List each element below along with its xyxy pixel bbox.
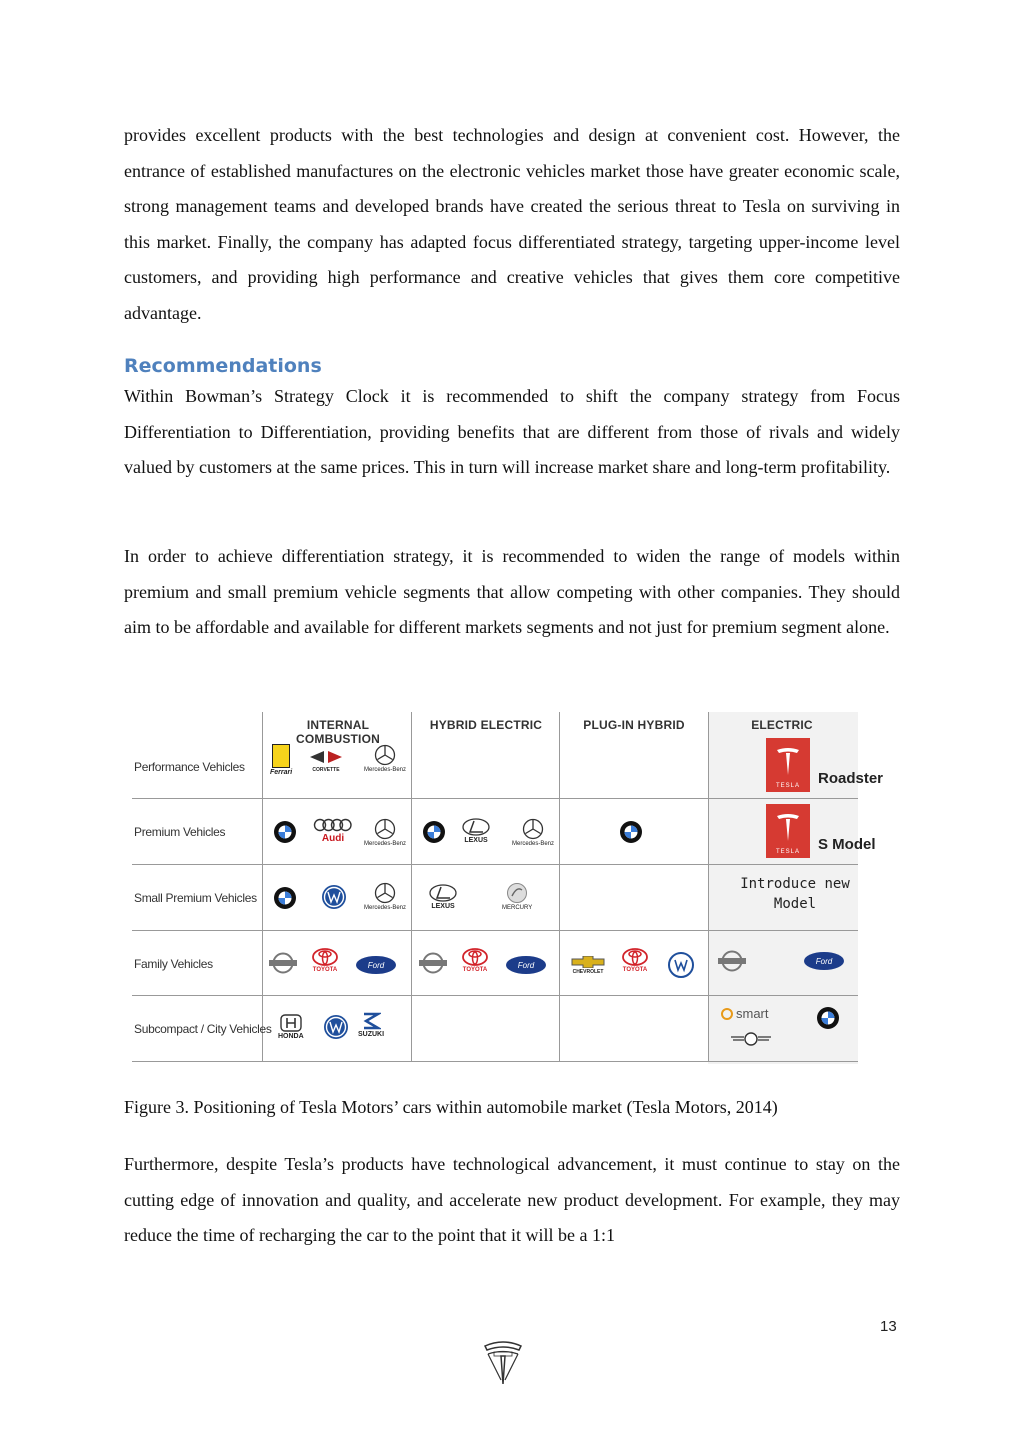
corvette-logo-icon: CORVETTE (308, 748, 344, 773)
grid-line (559, 712, 560, 1062)
chevrolet-logo-icon: CHEVROLET (570, 956, 606, 975)
bmw-logo-icon (619, 820, 643, 844)
volkswagen-logo-icon (323, 1014, 349, 1040)
grid-line (132, 995, 858, 996)
lexus-logo-icon: LEXUS (461, 818, 491, 844)
col-header-hybrid-electric: HYBRID ELECTRIC (429, 718, 543, 732)
grid-line (411, 712, 412, 1062)
audi-logo-icon: Audi (313, 818, 353, 844)
col-header-electric: ELECTRIC (751, 718, 813, 732)
col-header-plug-in-hybrid: PLUG-IN HYBRID (583, 718, 685, 732)
ford-logo-icon: Ford (804, 952, 844, 970)
toyota-logo-icon: TOYOTA (621, 948, 649, 973)
mercedes-logo-icon: Mercedes-Benz (364, 818, 406, 847)
page-number: 13 (880, 1318, 897, 1335)
toyota-logo-icon: TOYOTA (461, 948, 489, 973)
ferrari-logo-icon: Ferrari (270, 744, 292, 776)
nissan-logo-icon (717, 950, 747, 972)
mercedes-logo-icon: Mercedes-Benz (364, 744, 406, 773)
tesla-footer-logo-icon (482, 1340, 524, 1393)
roadster-label: Roadster (818, 770, 884, 787)
section-heading: Recommendations (124, 355, 322, 377)
paragraph-4: Furthermore, despite Tesla’s products have technological advancement, it must continue to stay on the cutting edge of innovation and quality, and accelerate new product development. For example, they may reduce the time of recharging the car to the point that it will be a 1:1 (124, 1154, 900, 1245)
paragraph-3: In order to achieve differentiation strategy, it is recommended to widen the range of models within premium and small premium vehicle segments that allow competing with other companies. They should aim to be affordable and available for different markets segments and not just for premium segment alone. (124, 546, 900, 637)
nissan-logo-icon (418, 952, 448, 974)
suzuki-logo-icon: SUZUKI (358, 1012, 384, 1038)
toyota-logo-icon: TOYOTA (311, 948, 339, 973)
ford-logo-icon: Ford (356, 956, 396, 974)
ford-logo-icon: Ford (506, 956, 546, 974)
volkswagen-logo-icon (321, 884, 347, 910)
volkswagen-logo-icon (668, 952, 694, 978)
tesla-logo-icon: TESLA (766, 804, 810, 858)
grid-line (132, 930, 858, 931)
paragraph-1: provides excellent products with the best technologies and design at convenient cost. However, the entrance of established manufactures on the electronic vehicles market those have greater economic scale, strong management teams and developed brands have created the serious threat to Tesla on surviving in this market. Finally, the company has adapted focus differentiated strategy, targeting upper-income level customers, and providing high performance and creative vehicles that gives them core competitive advantage. (124, 125, 900, 323)
introduce-new-model-text: Introduce new Model (740, 876, 850, 912)
grid-line (262, 712, 263, 1062)
grid-line (132, 798, 858, 799)
row-label-premium: Premium Vehicles (134, 825, 226, 839)
paragraph-2: Within Bowman’s Strategy Clock it is recommended to shift the company strategy from Focus Differentiation to Differentiation, providing benefits that are different from those of rivals and widely valued by customers at the same prices. This in turn will increase market share and long-term profitability. (124, 386, 900, 477)
row-label-family: Family Vehicles (134, 957, 213, 971)
grid-line (708, 712, 709, 1062)
grid-line (132, 864, 858, 865)
mercury-logo-icon: MERCURY (502, 882, 532, 911)
bmw-logo-icon (422, 820, 446, 844)
mercedes-logo-icon: Mercedes-Benz (512, 818, 554, 847)
honda-logo-icon: HONDA (278, 1014, 304, 1040)
lexus-logo-icon: LEXUS (428, 884, 458, 910)
smart-logo-icon: smart (721, 1006, 769, 1021)
mini-logo-icon (730, 1032, 772, 1046)
bmw-logo-icon (273, 886, 297, 910)
bmw-logo-icon (816, 1006, 840, 1030)
mercedes-logo-icon: Mercedes-Benz (364, 882, 406, 911)
row-label-small-premium: Small Premium Vehicles (134, 891, 257, 905)
row-label-subcompact: Subcompact / City Vehicles (134, 1022, 272, 1036)
figure-caption: Figure 3. Positioning of Tesla Motors’ cars within automobile market (Tesla Motors, 2014) (124, 1097, 778, 1117)
tesla-logo-icon: TESLA (766, 738, 810, 792)
nissan-logo-icon (268, 952, 298, 974)
grid-line (132, 1061, 858, 1062)
s-model-label: S Model (818, 836, 876, 853)
row-label-performance: Performance Vehicles (134, 760, 245, 774)
positioning-figure (128, 712, 892, 1072)
col-header-internal-combustion: INTERNAL COMBUSTION (296, 718, 380, 746)
bmw-logo-icon (273, 820, 297, 844)
